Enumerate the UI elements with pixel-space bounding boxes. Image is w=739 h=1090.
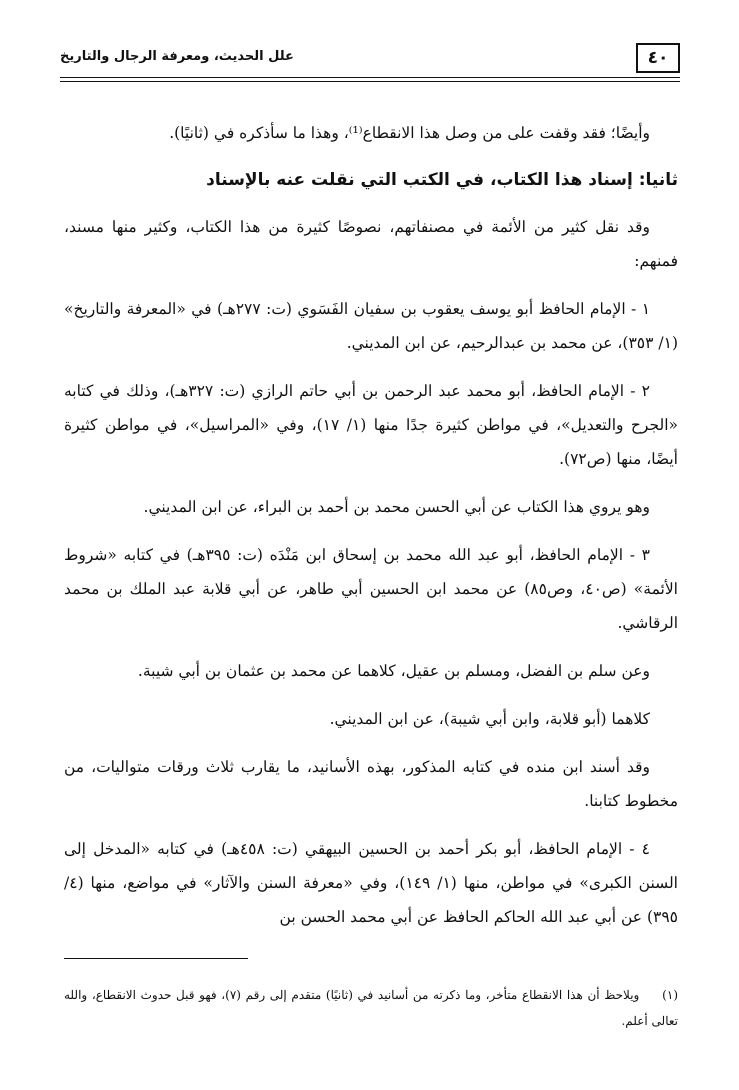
page-number: ٤٠ <box>636 43 680 73</box>
paragraph: كلاهما (أبو قلابة، وابن أبي شيبة)، عن ابن المديني. <box>329 710 650 728</box>
paragraph: وقد نقل كثير من الأئمة في مصنفاتهم، نصوصًا كثيرة من هذا الكتاب، وكثير منها مسند، فمنهم: <box>64 218 678 270</box>
running-title: علل الحديث، ومعرفة الرجال والتاريخ <box>60 49 294 64</box>
footnote-text: ويلاحظ أن هذا الانقطاع متأخر، وما ذكرته من أسانيد في (ثانيًا) متقدم إلى رقم (٧)، فهو قبل حدوث الانقطاع، والله تعالى أعلم. <box>64 988 678 1028</box>
footnote <box>64 982 678 1034</box>
paragraph: وهو يروي هذا الكتاب عن أبي الحسن محمد بن أحمد بن البراء، عن ابن المديني. <box>143 498 650 516</box>
paragraph: وقد أسند ابن منده في كتابه المذكور، بهذه الأسانيد، ما يقارب ثلاث ورقات متواليات، من مخطوط كتابنا. <box>64 758 678 810</box>
paragraph: ٣ - الإمام الحافظ، أبو عبد الله محمد بن إسحاق ابن مَنْدَه (ت: ٣٩٥هـ) في كتابه «شروط الأئمة» (ص٤٠، وص٨٥) عن محمد ابن الحسين أبي طاهر، عن أبي قلابة عبد الملك بن محمد الرقاشي. <box>64 546 678 632</box>
page-header <box>60 43 680 83</box>
paragraph: ٢ - الإمام الحافظ، أبو محمد عبد الرحمن بن أبي حاتم الرازي (ت: ٣٢٧هـ)، وذلك في كتابه «الجرح والتعديل»، في مواطن كثيرة جدًا منها (١/ ١٧)، وفي «المراسيل»، في مواطن كثيرة أيضًا، منها (ص٧٢). <box>64 382 678 468</box>
paragraph: وأيضًا؛ فقد وقفت على من وصل هذا الانقطاع⁽¹⁾، وهذا ما سأذكره في (ثانيًا). <box>169 124 650 142</box>
paragraph: ٤ - الإمام الحافظ، أبو بكر أحمد بن الحسين البيهقي (ت: ٤٥٨هـ) في كتابه «المدخل إلى السنن الكبرى» في مواطن، منها (١/ ١٤٩)، وفي «معرفة السنن والآثار» في مواضع، منها (٤/ ٣٩٥) عن أبي عبد الله الحاكم الحافظ عن أبي محمد الحسن بن <box>64 840 678 926</box>
header-rule <box>60 77 680 78</box>
paragraph: وعن سلم بن الفضل، ومسلم بن عقيل، كلاهما عن محمد بن عثمان بن أبي شيبة. <box>137 662 650 680</box>
paragraph: ١ - الإمام الحافظ أبو يوسف يعقوب بن سفيان الفَسَوي (ت: ٢٧٧هـ) في «المعرفة والتاريخ» (١/ ٣٥٣)، عن محمد بن عبدالرحيم، عن ابن المديني. <box>64 300 678 352</box>
main-text <box>64 116 678 948</box>
footnote-separator <box>64 958 248 959</box>
section-heading: ثانيا: إسناد هذا الكتاب، في الكتب التي نقلت عنه بالإسناد <box>206 170 678 190</box>
footnote-marker: (١) <box>662 988 678 1002</box>
footnotes <box>64 982 678 1034</box>
header-rule-secondary <box>60 81 680 82</box>
